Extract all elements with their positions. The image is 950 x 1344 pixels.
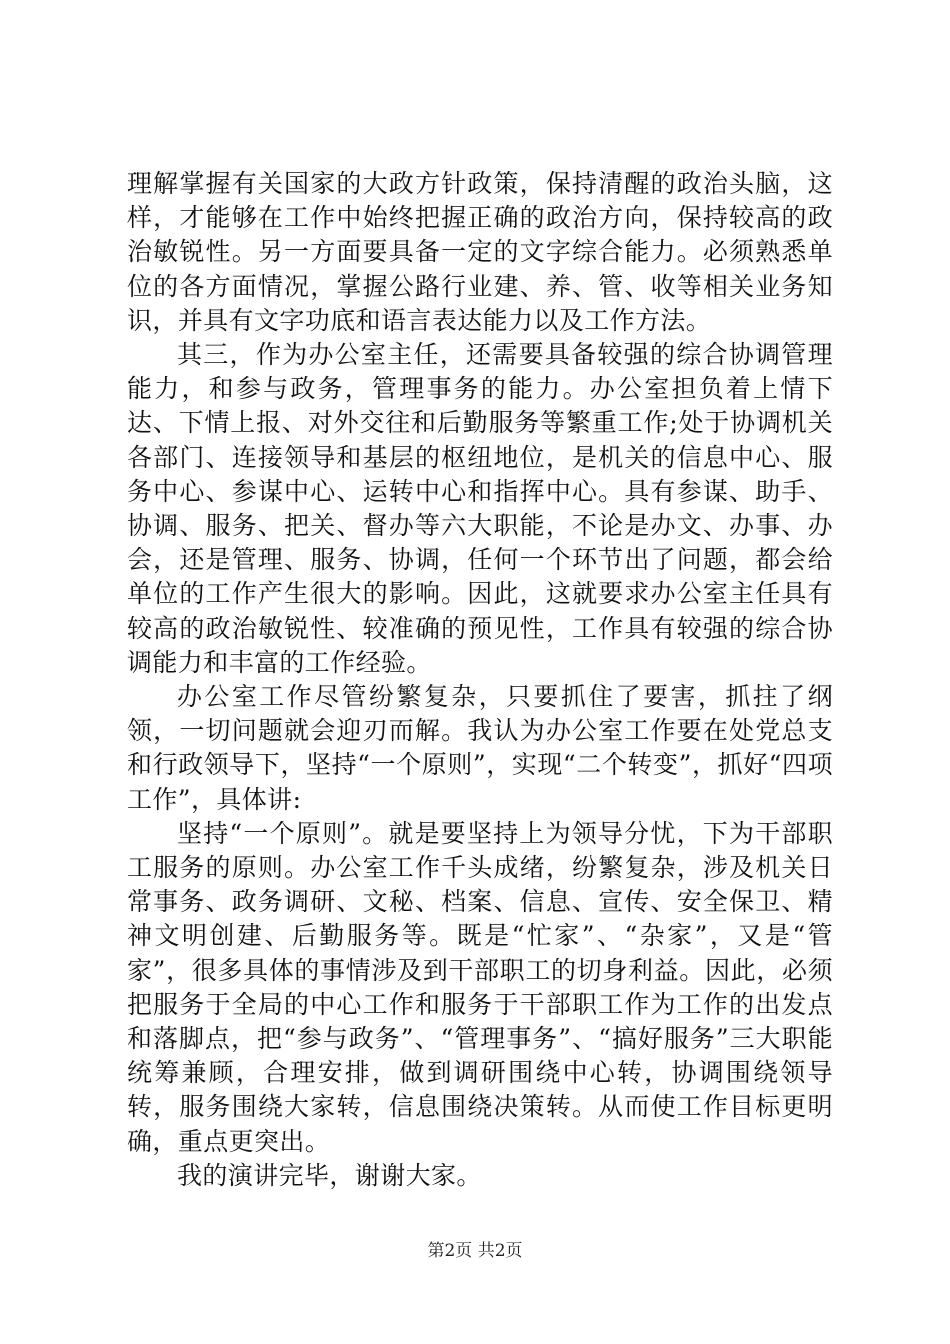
paragraph-closing: 我的演讲完毕，谢谢大家。 xyxy=(177,1160,482,1190)
paragraph-office-work: 办公室工作尽管纷繁复杂，只要抓住了要害，抓拄了纲领，一切问题就会迎刃而解。我认为办公室工作要在处党总支和行政领导下，坚持“一个原则”，实现“二个转变”，抓好“四项工作”，具体讲: xyxy=(127,682,833,814)
page-number-footer: 第2页 共2页 xyxy=(427,1241,523,1261)
paragraph-third-point: 其三，作为办公室主任，还需要具备较强的综合协调管理能力，和参与政务，管理事务的能力。办公室担负着上情下达、下情上报、对外交往和后勤服务等繁重工作;处于协调机关各部门、连接领导和基层的枢纽地位，是机关的信息中心、服务中心、参谋中心、运转中心和指挥中心。具有参谋、助手、协调、服务、把关、督办等六大职能，不论是办文、办事、办会，还是管理、服务、协调，任何一个环节出了问题，都会给单位的工作产生很大的影响。因此，这就要求办公室主任具有较高的政治敏锐性、较准确的预见性，工作具有较强的综合协调能力和丰富的工作经验。 xyxy=(127,340,833,677)
paragraph-continuation: 理解掌握有关国家的大政方针政策，保持清醒的政治头脑，这样，才能够在工作中始终把握正确的政治方向，保持较高的政治敏锐性。另一方面要具备一定的文字综合能力。必须熟悉单位的各方面情况，掌握公路行业建、养、管、收等相关业务知识，并具有文字功底和语言表达能力以及工作方法。 xyxy=(127,169,833,335)
document-body xyxy=(127,167,833,1193)
paragraph-one-principle: 坚持“一个原则”。就是要坚持上为领导分忧，下为干部职工服务的原则。办公室工作千头成绪，纷繁复杂，涉及机关日常事务、政务调研、文秘、档案、信息、宣传、安全保卫、精神文明创建、后勤服务等。既是“忙家”、“杂家”，又是“管家”，很多具体的事情涉及到干部职工的切身利益。因此，必须把服务于全局的中心工作和服务于干部职工作为工作的出发点和落脚点，把“参与政务”、“管理事务”、“搞好服务”三大职能统筹兼顾，合理安排，做到调研围绕中心转，协调围绕领导转，服务围绕大家转，信息围绕决策转。从而使工作目标更明确，重点更突出。 xyxy=(127,818,833,1156)
